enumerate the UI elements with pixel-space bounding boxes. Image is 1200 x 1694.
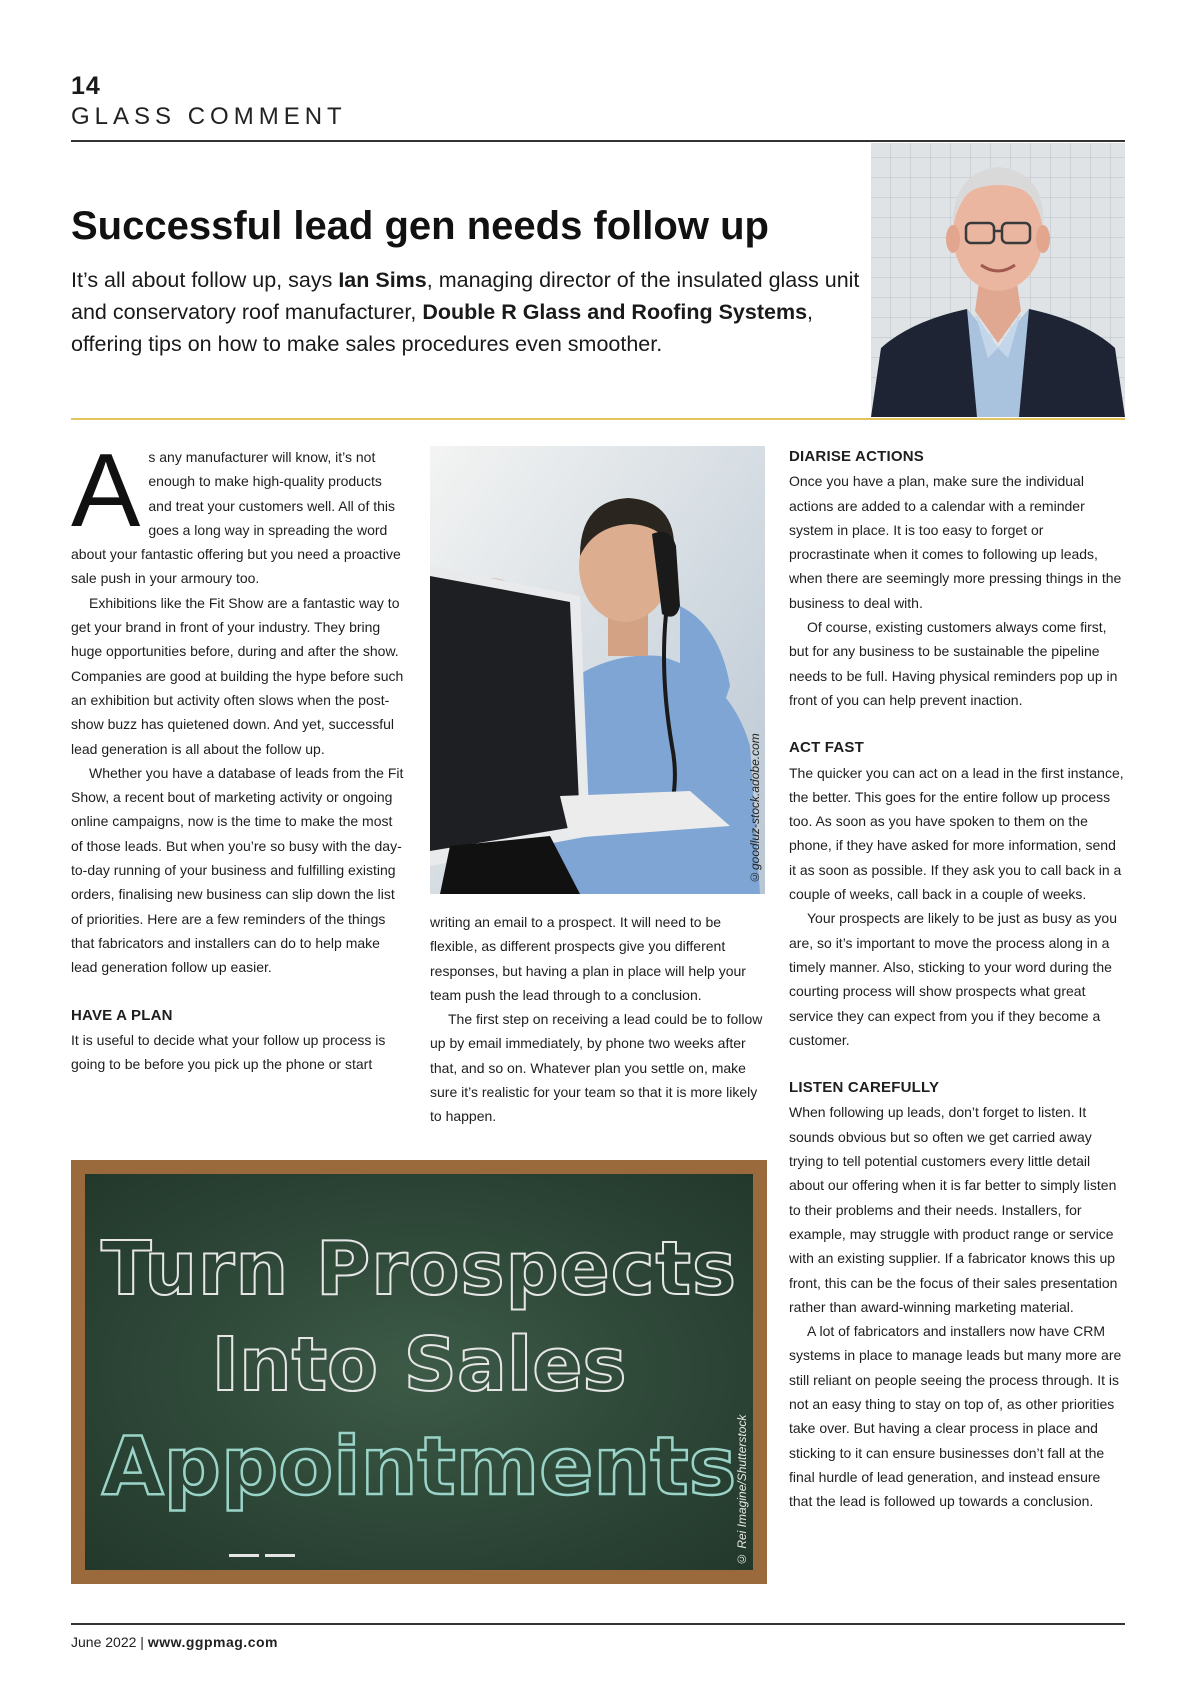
author-name: Ian Sims	[338, 268, 427, 292]
opening-paragraph-text: s any manufacturer will know, it’s not enough to make high-quality products and treat your customers well. All of this goes a long way in spreading the word about your fantastic offering but you need a proactive sale push in your armoury too.	[71, 449, 401, 587]
chalk-marks	[265, 1554, 295, 1557]
body-paragraph: It is useful to decide what your follow up process is going to be before you pick up the phone or start	[71, 1031, 386, 1073]
footer-separator: |	[136, 1634, 148, 1650]
chalkboard-photo	[71, 1160, 767, 1584]
drop-cap: A	[71, 433, 141, 549]
article-column-3	[789, 445, 1125, 1513]
body-paragraph: Once you have a plan, make sure the individual actions are added to a calendar with a reminder system in place. It is too easy to forget or procrastinate when it comes to following up leads, when there are seemingly more pressing things in the business to deal with.	[789, 473, 1122, 611]
section-name: GLASS COMMENT	[71, 103, 347, 130]
author-portrait-photo	[871, 143, 1125, 417]
portrait-illustration	[871, 143, 1125, 417]
body-paragraph: Of course, existing customers always come first, but for any business to be sustainable the pipeline needs to be full. Having physical reminders pop up in front of you can help prevent inaction.	[789, 619, 1118, 708]
article-column-2	[430, 910, 766, 1129]
opening-paragraph	[71, 433, 407, 591]
office-photo-illustration	[430, 446, 765, 894]
chalkboard-photo-credit: © Rei Imagine/Shutterstock	[735, 1414, 749, 1566]
subheading-listen-carefully: LISTEN CAREFULLY	[789, 1079, 940, 1097]
chalkboard	[85, 1174, 753, 1570]
article-standfirst	[71, 264, 861, 360]
chalk-marks	[229, 1554, 259, 1557]
company-name: Double R Glass and Roofing Systems	[422, 300, 808, 324]
subheading-have-a-plan: HAVE A PLAN	[71, 1006, 173, 1024]
body-paragraph: When following up leads, don’t forget to listen. It sounds obvious but so often we get carried away trying to tell potential customers every little detail about our offering when it is far better to simply listen to their problems and their needs. Installers, for example, may struggle with product range or service with an existing supplier. If a fabricator knows this up front, this can be the focus of their sales presentation rather than award-winning marketing material.	[789, 1104, 1118, 1315]
page-footer	[71, 1634, 278, 1650]
body-paragraph: writing an email to a prospect. It will need to be flexible, as different prospects give you different responses, but having a plan in place will help your team push the lead through to a conclusion.	[430, 914, 746, 1003]
chalk-text-line-1: Turn Prospects	[100, 1226, 738, 1312]
article-headline: Successful lead gen needs follow up	[71, 204, 769, 248]
standfirst-middle: , managing director of the insulated glass unit and conservatory roof manufacturer,	[71, 268, 860, 324]
body-paragraph: Whether you have a database of leads from the Fit Show, a recent bout of marketing activity or ongoing online campaigns, now is the time to make the most of those leads. But when you’re so busy with the day-to-day running of your business and fulfilling existing orders, finalising new business can slip down the list of priorities. Here are a few reminders of the things that fabricators and installers can do to help make lead generation follow up easier.	[71, 764, 404, 976]
footer-divider	[71, 1623, 1125, 1625]
body-paragraph: A lot of fabricators and installers now have CRM systems in place to manage leads but many more are still reliant on people seeing the process through. It is not an easy thing to stay on top of, as other priorities take over. But having a clear process in place and sticking to it can ensure businesses don’t fall at the final hurdle of lead generation, and instead ensure that the lead is followed up towards a conclusion.	[789, 1323, 1122, 1510]
chalk-text-line-2: Into Sales	[211, 1322, 627, 1408]
office-photo-credit: ©goodluz-stock.adobe.com	[748, 733, 762, 884]
standfirst-end: , offering tips on how to make sales procedures even smoother.	[71, 300, 814, 356]
body-paragraph: Your prospects are likely to be just as busy as you are, so it’s important to move the process along in a timely manner. Also, sticking to your word during the courting process will show prospects what great service they can expect from you if they become a customer.	[789, 910, 1117, 1048]
body-paragraph: The quicker you can act on a lead in the first instance, the better. This goes for the entire follow up process too. As soon as you have spoken to them on the phone, if they have asked for more information, send it as soon as possible. If they ask you to call back in a couple of weeks, call back in a couple of weeks.	[789, 764, 1124, 903]
header-divider	[71, 140, 1125, 142]
office-phone-call-photo	[430, 446, 765, 894]
page-number: 14	[71, 72, 101, 100]
chalk-text-line-3: Appointments	[101, 1420, 737, 1513]
standfirst-intro: It’s all about follow up, says	[71, 268, 339, 292]
body-paragraph: Exhibitions like the Fit Show are a fantastic way to get your brand in front of your industry. They bring huge opportunities before, during and after the show. Companies are good at building the hype before such an exhibition but activity often slows when the post-show buzz has quietened down. And yet, successful lead generation is all about the follow up.	[71, 594, 404, 757]
subheading-diarise-actions: DIARISE ACTIONS	[789, 448, 924, 465]
body-paragraph: The first step on receiving a lead could be to follow up by email immediately, by phone two weeks after that, and so on. Whatever plan you settle on, make sure it’s realistic for your team so that it is more likely to happen.	[430, 1011, 763, 1125]
subheading-act-fast: ACT FAST	[789, 739, 864, 757]
gold-divider	[71, 418, 1125, 420]
issue-date: June 2022	[71, 1634, 137, 1650]
website-url: www.ggpmag.com	[147, 1634, 278, 1650]
article-column-1	[71, 433, 407, 1076]
